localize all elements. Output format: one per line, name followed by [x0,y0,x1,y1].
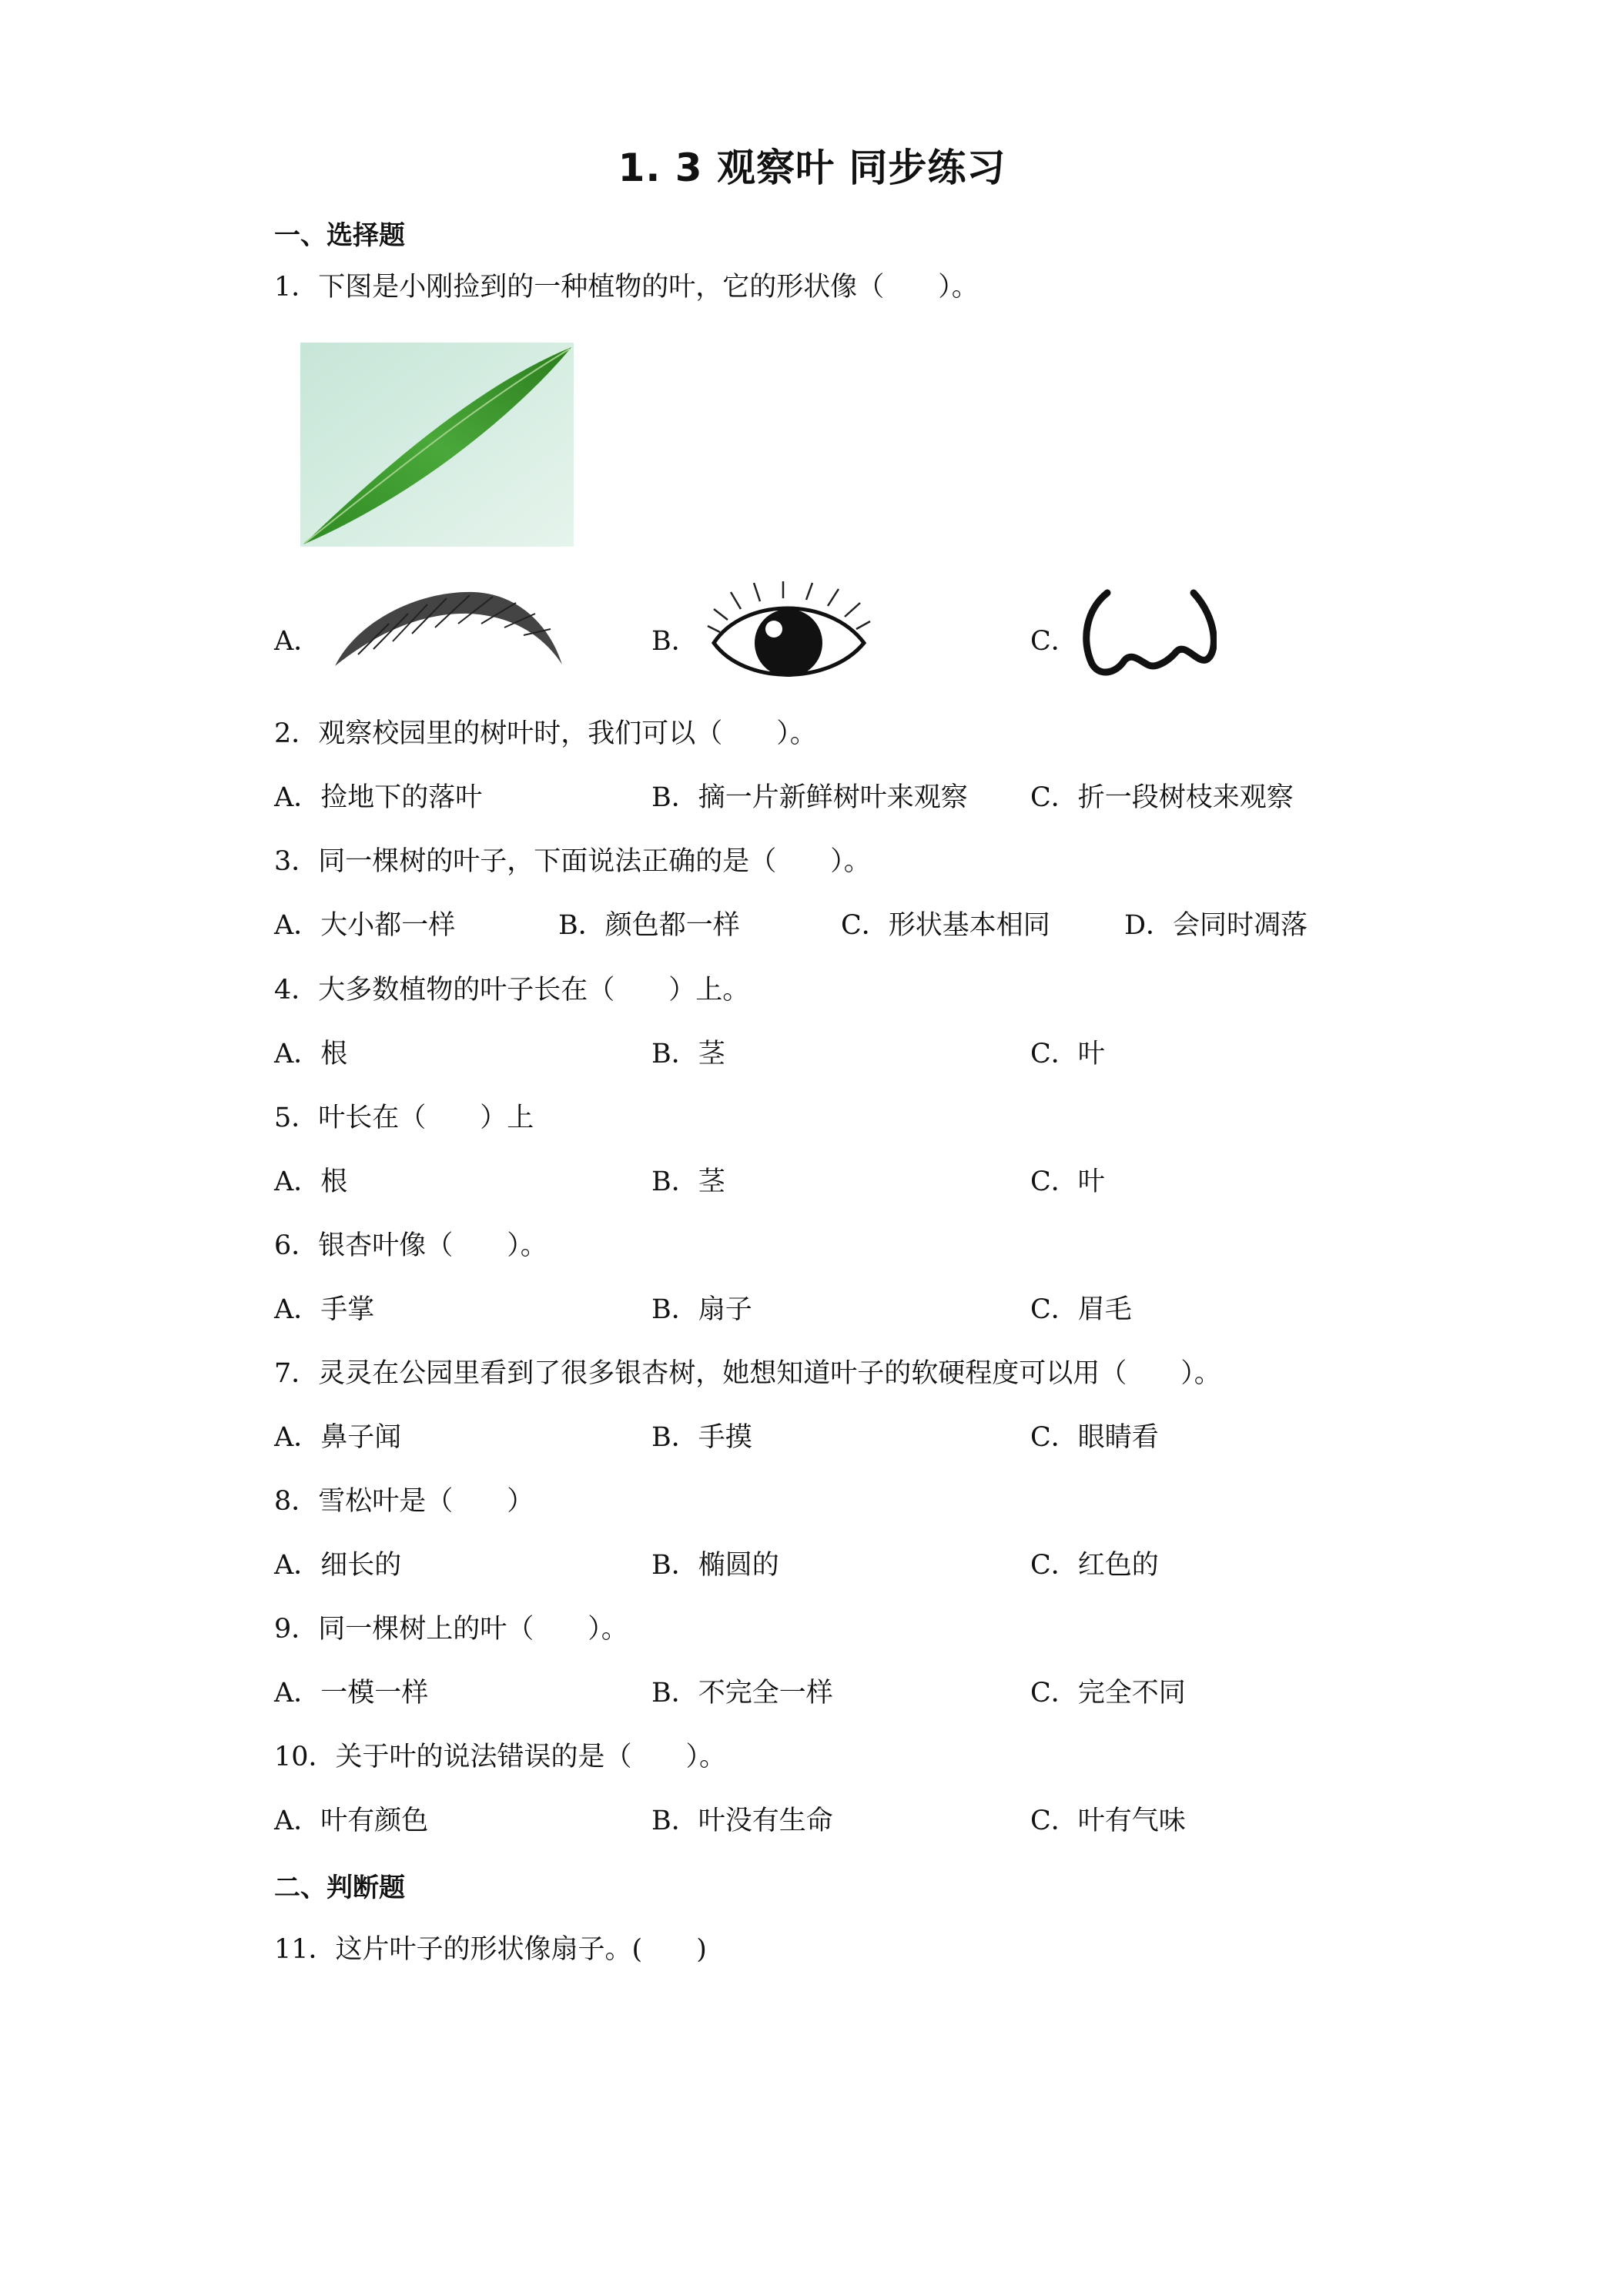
q9-option-c[interactable]: C．完全不同 [1030,1678,1186,1709]
q9-option-b[interactable]: B．不完全一样 [651,1678,833,1709]
question-1: 1．下图是小刚捡到的一种植物的叶，它的形状像（ ）。 [274,272,979,303]
q4-option-b[interactable]: B．茎 [651,1039,725,1069]
question-4: 4．大多数植物的叶子长在（ ）上。 [274,975,750,1006]
q1-option-c[interactable]: C． [1030,626,1078,657]
question-6: 6．银杏叶像（ ）。 [274,1230,547,1261]
q10-option-c[interactable]: C．叶有气味 [1030,1806,1186,1836]
section-judge-heading: 二、判断题 [274,1873,405,1903]
question-5: 5．叶长在（ ）上 [274,1103,534,1133]
q7-option-a[interactable]: A．鼻子闻 [274,1422,402,1453]
q5-option-b[interactable]: B．茎 [651,1166,725,1197]
q4-option-a[interactable]: A．根 [274,1039,348,1069]
eyebrow-image [327,581,566,677]
q6-option-a[interactable]: A．手掌 [274,1294,375,1325]
nose-image [1078,587,1217,682]
q3-option-b[interactable]: B．颜色都一样 [558,910,740,941]
section-choice-heading: 一、选择题 [274,220,405,251]
q3-option-a[interactable]: A．大小都一样 [274,910,456,941]
q3-option-c[interactable]: C．形状基本相同 [841,910,1050,941]
q7-option-b[interactable]: B．手摸 [651,1422,752,1453]
q2-option-c[interactable]: C．折一段树枝来观察 [1030,782,1294,813]
q2-option-b[interactable]: B．摘一片新鲜树叶来观察 [651,782,968,813]
q1-option-b[interactable]: B． [651,626,698,657]
q9-option-a[interactable]: A．一模一样 [274,1678,429,1709]
eye-image [706,581,872,688]
q5-option-c[interactable]: C．叶 [1030,1166,1105,1197]
q8-option-b[interactable]: B．椭圆的 [651,1550,779,1581]
question-7: 7．灵灵在公园里看到了很多银杏树，她想知道叶子的软硬程度可以用（ ）。 [274,1358,1221,1389]
q6-option-b[interactable]: B．扇子 [651,1294,752,1325]
question-10: 10．关于叶的说法错误的是（ ）。 [274,1742,727,1772]
question-9: 9．同一棵树上的叶（ ）。 [274,1614,628,1645]
q10-option-a[interactable]: A．叶有颜色 [274,1806,429,1836]
q3-option-d[interactable]: D．会同时凋落 [1124,910,1308,941]
q1-option-a[interactable]: A． [274,626,321,657]
question-3: 3．同一棵树的叶子，下面说法正确的是（ ）。 [274,846,871,877]
q8-option-c[interactable]: C．红色的 [1030,1550,1159,1581]
q6-option-c[interactable]: C．眉毛 [1030,1294,1132,1325]
q4-option-c[interactable]: C．叶 [1030,1039,1105,1069]
question-11: 11．这片叶子的形状像扇子。( ) [274,1934,707,1965]
question-2: 2．观察校园里的树叶时，我们可以（ ）。 [274,718,817,749]
q8-option-a[interactable]: A．细长的 [274,1550,402,1581]
q10-option-b[interactable]: B．叶没有生命 [651,1806,833,1836]
page-title: 1. 3 观察叶 同步练习 [618,146,1006,190]
leaf-image [300,343,574,547]
q5-option-a[interactable]: A．根 [274,1166,348,1197]
question-8: 8．雪松叶是（ ） [274,1486,534,1517]
q7-option-c[interactable]: C．眼睛看 [1030,1422,1159,1453]
q2-option-a[interactable]: A．捡地下的落叶 [274,782,483,813]
